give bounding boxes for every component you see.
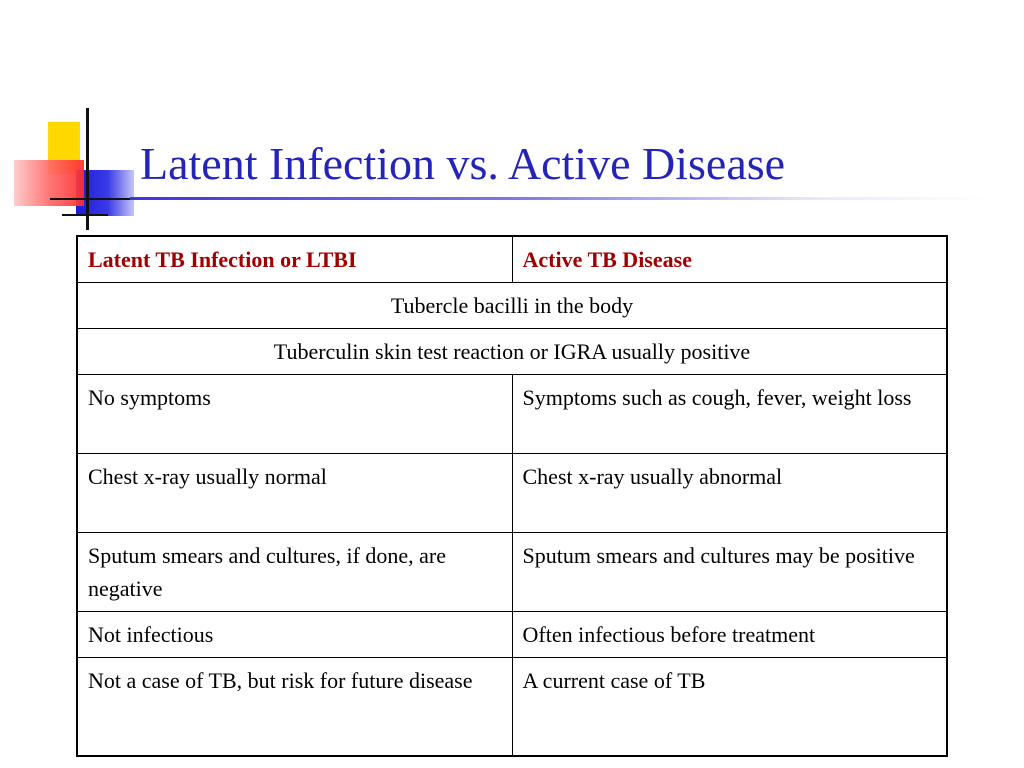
latent-cell: Not a case of TB, but risk for future disease — [77, 658, 512, 756]
active-cell: Chest x-ray usually abnormal — [512, 454, 947, 533]
slide-title: Latent Infection vs. Active Disease — [140, 138, 786, 189]
shared-cell: Tuberculin skin test reaction or IGRA usually positive — [77, 329, 947, 375]
active-cell: Symptoms such as cough, fever, weight loss — [512, 375, 947, 454]
latent-cell: Chest x-ray usually normal — [77, 454, 512, 533]
slide-logo-decoration — [0, 100, 140, 230]
title-underline — [130, 197, 990, 200]
latent-cell: No symptoms — [77, 375, 512, 454]
table-row — [77, 375, 947, 454]
blue-square-decoration — [76, 170, 134, 216]
shared-cell: Tubercle bacilli in the body — [77, 283, 947, 329]
vertical-line-decoration — [86, 108, 89, 230]
table-header-row — [77, 236, 947, 283]
active-cell: Sputum smears and cultures may be positive — [512, 533, 947, 612]
active-cell: Often infectious before treatment — [512, 612, 947, 658]
table-row — [77, 658, 947, 756]
table-shared-row — [77, 329, 947, 375]
table-row — [77, 612, 947, 658]
horizontal-line-decoration-short — [62, 214, 108, 216]
active-cell: A current case of TB — [512, 658, 947, 756]
comparison-table — [76, 235, 948, 757]
table-shared-row — [77, 283, 947, 329]
latent-cell: Sputum smears and cultures, if done, are negative — [77, 533, 512, 612]
header-active: Active TB Disease — [512, 236, 947, 283]
latent-cell: Not infectious — [77, 612, 512, 658]
table-row — [77, 454, 947, 533]
table-row — [77, 533, 947, 612]
header-latent: Latent TB Infection or LTBI — [77, 236, 512, 283]
horizontal-line-decoration — [50, 198, 140, 200]
